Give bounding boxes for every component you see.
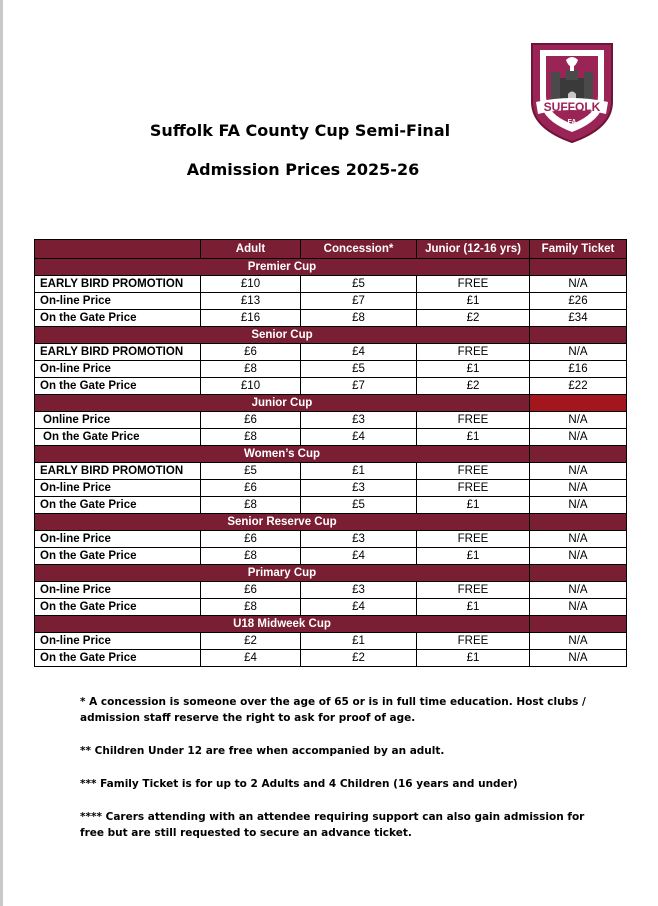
price-cell-adult: £8 bbox=[201, 599, 301, 616]
price-cell-adult: £6 bbox=[201, 582, 301, 599]
price-cell-adult: £10 bbox=[201, 378, 301, 395]
header-cell: Junior (12-16 yrs) bbox=[417, 240, 530, 259]
price-cell-junior: £1 bbox=[417, 650, 530, 667]
price-cell-adult: £6 bbox=[201, 344, 301, 361]
footnote: **** Carers attending with an attendee requiring support can also gain admission for free but are still requested to secure an advance ticket. bbox=[80, 811, 585, 839]
price-cell-junior: FREE bbox=[417, 344, 530, 361]
section-title: Women’s Cup bbox=[35, 446, 530, 463]
price-cell-junior: FREE bbox=[417, 480, 530, 497]
table-row bbox=[35, 633, 627, 650]
price-cell-concession: £5 bbox=[301, 497, 417, 514]
price-cell-adult: £10 bbox=[201, 276, 301, 293]
section-title-filler bbox=[530, 259, 627, 276]
price-cell-junior: FREE bbox=[417, 276, 530, 293]
page-subtitle: Admission Prices 2025-26 bbox=[186, 160, 420, 179]
row-label: On-line Price bbox=[35, 293, 201, 310]
row-label: On the Gate Price bbox=[35, 378, 201, 395]
table-row bbox=[35, 429, 627, 446]
row-label: Online Price bbox=[35, 412, 201, 429]
price-cell-adult: £13 bbox=[201, 293, 301, 310]
footnotes bbox=[80, 694, 600, 858]
section-title: Junior Cup bbox=[35, 395, 530, 412]
header-cell: Family Ticket bbox=[530, 240, 627, 259]
table-row bbox=[35, 548, 627, 565]
price-cell-family: £26 bbox=[530, 293, 627, 310]
price-cell-junior: £1 bbox=[417, 548, 530, 565]
section-title: U18 Midweek Cup bbox=[35, 616, 530, 633]
section-title-filler bbox=[530, 327, 627, 344]
row-label: On the Gate Price bbox=[35, 310, 201, 327]
row-label: On-line Price bbox=[35, 633, 201, 650]
section-title: Senior Cup bbox=[35, 327, 530, 344]
price-cell-family: N/A bbox=[530, 531, 627, 548]
header-cell bbox=[35, 240, 201, 259]
table-row bbox=[35, 344, 627, 361]
table-row bbox=[35, 463, 627, 480]
price-cell-concession: £4 bbox=[301, 429, 417, 446]
row-label: On the Gate Price bbox=[35, 429, 201, 446]
price-cell-junior: £1 bbox=[417, 429, 530, 446]
price-cell-concession: £5 bbox=[301, 361, 417, 378]
table-row bbox=[35, 650, 627, 667]
price-cell-concession: £4 bbox=[301, 344, 417, 361]
price-cell-family: £16 bbox=[530, 361, 627, 378]
price-cell-junior: £1 bbox=[417, 497, 530, 514]
price-cell-junior: FREE bbox=[417, 412, 530, 429]
section-title-filler bbox=[530, 565, 627, 582]
price-cell-family: N/A bbox=[530, 480, 627, 497]
price-cell-adult: £8 bbox=[201, 361, 301, 378]
price-cell-family: N/A bbox=[530, 463, 627, 480]
page-title: Suffolk FA County Cup Semi-Final bbox=[149, 121, 451, 140]
table-row bbox=[35, 582, 627, 599]
row-label: On-line Price bbox=[35, 480, 201, 497]
price-cell-adult: £6 bbox=[201, 480, 301, 497]
crest-subtext: FA bbox=[567, 119, 577, 126]
row-label: On the Gate Price bbox=[35, 548, 201, 565]
row-label: EARLY BIRD PROMOTION bbox=[35, 276, 201, 293]
price-cell-concession: £7 bbox=[301, 378, 417, 395]
price-cell-family: N/A bbox=[530, 276, 627, 293]
price-cell-adult: £6 bbox=[201, 531, 301, 548]
footnote: *** Family Ticket is for up to 2 Adults and 4 Children (16 years and under) bbox=[80, 778, 518, 790]
price-cell-adult: £4 bbox=[201, 650, 301, 667]
price-cell-junior: £1 bbox=[417, 293, 530, 310]
table-row bbox=[35, 412, 627, 429]
price-cell-junior: FREE bbox=[417, 463, 530, 480]
price-cell-concession: £1 bbox=[301, 463, 417, 480]
section-title-filler bbox=[530, 616, 627, 633]
price-cell-concession: £2 bbox=[301, 650, 417, 667]
price-cell-junior: £2 bbox=[417, 378, 530, 395]
price-cell-concession: £3 bbox=[301, 412, 417, 429]
price-cell-concession: £1 bbox=[301, 633, 417, 650]
row-label: On the Gate Price bbox=[35, 497, 201, 514]
section-title: Senior Reserve Cup bbox=[35, 514, 530, 531]
price-cell-family: N/A bbox=[530, 344, 627, 361]
section-header-row bbox=[35, 395, 627, 412]
price-cell-concession: £3 bbox=[301, 480, 417, 497]
table-row bbox=[35, 497, 627, 514]
crest-text: SUFFOLK bbox=[543, 100, 601, 114]
price-cell-family: N/A bbox=[530, 497, 627, 514]
section-header-row bbox=[35, 446, 627, 463]
section-header-row bbox=[35, 259, 627, 276]
table-row bbox=[35, 361, 627, 378]
table-row bbox=[35, 531, 627, 548]
price-cell-junior: £1 bbox=[417, 361, 530, 378]
row-label: On the Gate Price bbox=[35, 650, 201, 667]
table-header-row bbox=[35, 240, 627, 259]
section-title: Premier Cup bbox=[35, 259, 530, 276]
suffolk-fa-crest-logo bbox=[526, 40, 618, 144]
price-cell-junior: FREE bbox=[417, 633, 530, 650]
section-title-filler bbox=[530, 395, 627, 412]
price-cell-family: £34 bbox=[530, 310, 627, 327]
price-cell-adult: £8 bbox=[201, 429, 301, 446]
header-cell: Adult bbox=[201, 240, 301, 259]
row-label: EARLY BIRD PROMOTION bbox=[35, 344, 201, 361]
price-cell-adult: £16 bbox=[201, 310, 301, 327]
row-label: EARLY BIRD PROMOTION bbox=[35, 463, 201, 480]
section-title: Primary Cup bbox=[35, 565, 530, 582]
price-cell-family: £22 bbox=[530, 378, 627, 395]
price-cell-junior: £1 bbox=[417, 599, 530, 616]
price-cell-concession: £5 bbox=[301, 276, 417, 293]
price-cell-adult: £5 bbox=[201, 463, 301, 480]
price-cell-adult: £2 bbox=[201, 633, 301, 650]
price-cell-family: N/A bbox=[530, 412, 627, 429]
price-cell-junior: FREE bbox=[417, 531, 530, 548]
section-header-row bbox=[35, 565, 627, 582]
price-cell-concession: £7 bbox=[301, 293, 417, 310]
price-cell-adult: £8 bbox=[201, 497, 301, 514]
price-cell-concession: £4 bbox=[301, 599, 417, 616]
price-cell-junior: £2 bbox=[417, 310, 530, 327]
section-header-row bbox=[35, 616, 627, 633]
price-cell-adult: £6 bbox=[201, 412, 301, 429]
price-cell-family: N/A bbox=[530, 633, 627, 650]
admission-prices-table bbox=[34, 239, 627, 667]
price-cell-family: N/A bbox=[530, 599, 627, 616]
price-cell-concession: £3 bbox=[301, 531, 417, 548]
header-cell: Concession* bbox=[301, 240, 417, 259]
section-title-filler bbox=[530, 514, 627, 531]
row-label: On-line Price bbox=[35, 582, 201, 599]
row-label: On the Gate Price bbox=[35, 599, 201, 616]
footnote: * A concession is someone over the age of 65 or is in full time education. Host clubs / admission staff reserve the right to ask for proof of age. bbox=[80, 696, 586, 724]
footnote: ** Children Under 12 are free when accompanied by an adult. bbox=[80, 745, 445, 757]
table-row bbox=[35, 276, 627, 293]
section-header-row bbox=[35, 514, 627, 531]
price-cell-concession: £4 bbox=[301, 548, 417, 565]
price-cell-family: N/A bbox=[530, 650, 627, 667]
price-cell-family: N/A bbox=[530, 429, 627, 446]
price-cell-adult: £8 bbox=[201, 548, 301, 565]
row-label: On-line Price bbox=[35, 531, 201, 548]
price-cell-junior: FREE bbox=[417, 582, 530, 599]
section-header-row bbox=[35, 327, 627, 344]
row-label: On-line Price bbox=[35, 361, 201, 378]
price-cell-family: N/A bbox=[530, 548, 627, 565]
price-cell-concession: £8 bbox=[301, 310, 417, 327]
table-row bbox=[35, 480, 627, 497]
price-cell-concession: £3 bbox=[301, 582, 417, 599]
section-title-filler bbox=[530, 446, 627, 463]
table-row bbox=[35, 310, 627, 327]
table-row bbox=[35, 378, 627, 395]
table-row bbox=[35, 293, 627, 310]
table-row bbox=[35, 599, 627, 616]
price-cell-family: N/A bbox=[530, 582, 627, 599]
